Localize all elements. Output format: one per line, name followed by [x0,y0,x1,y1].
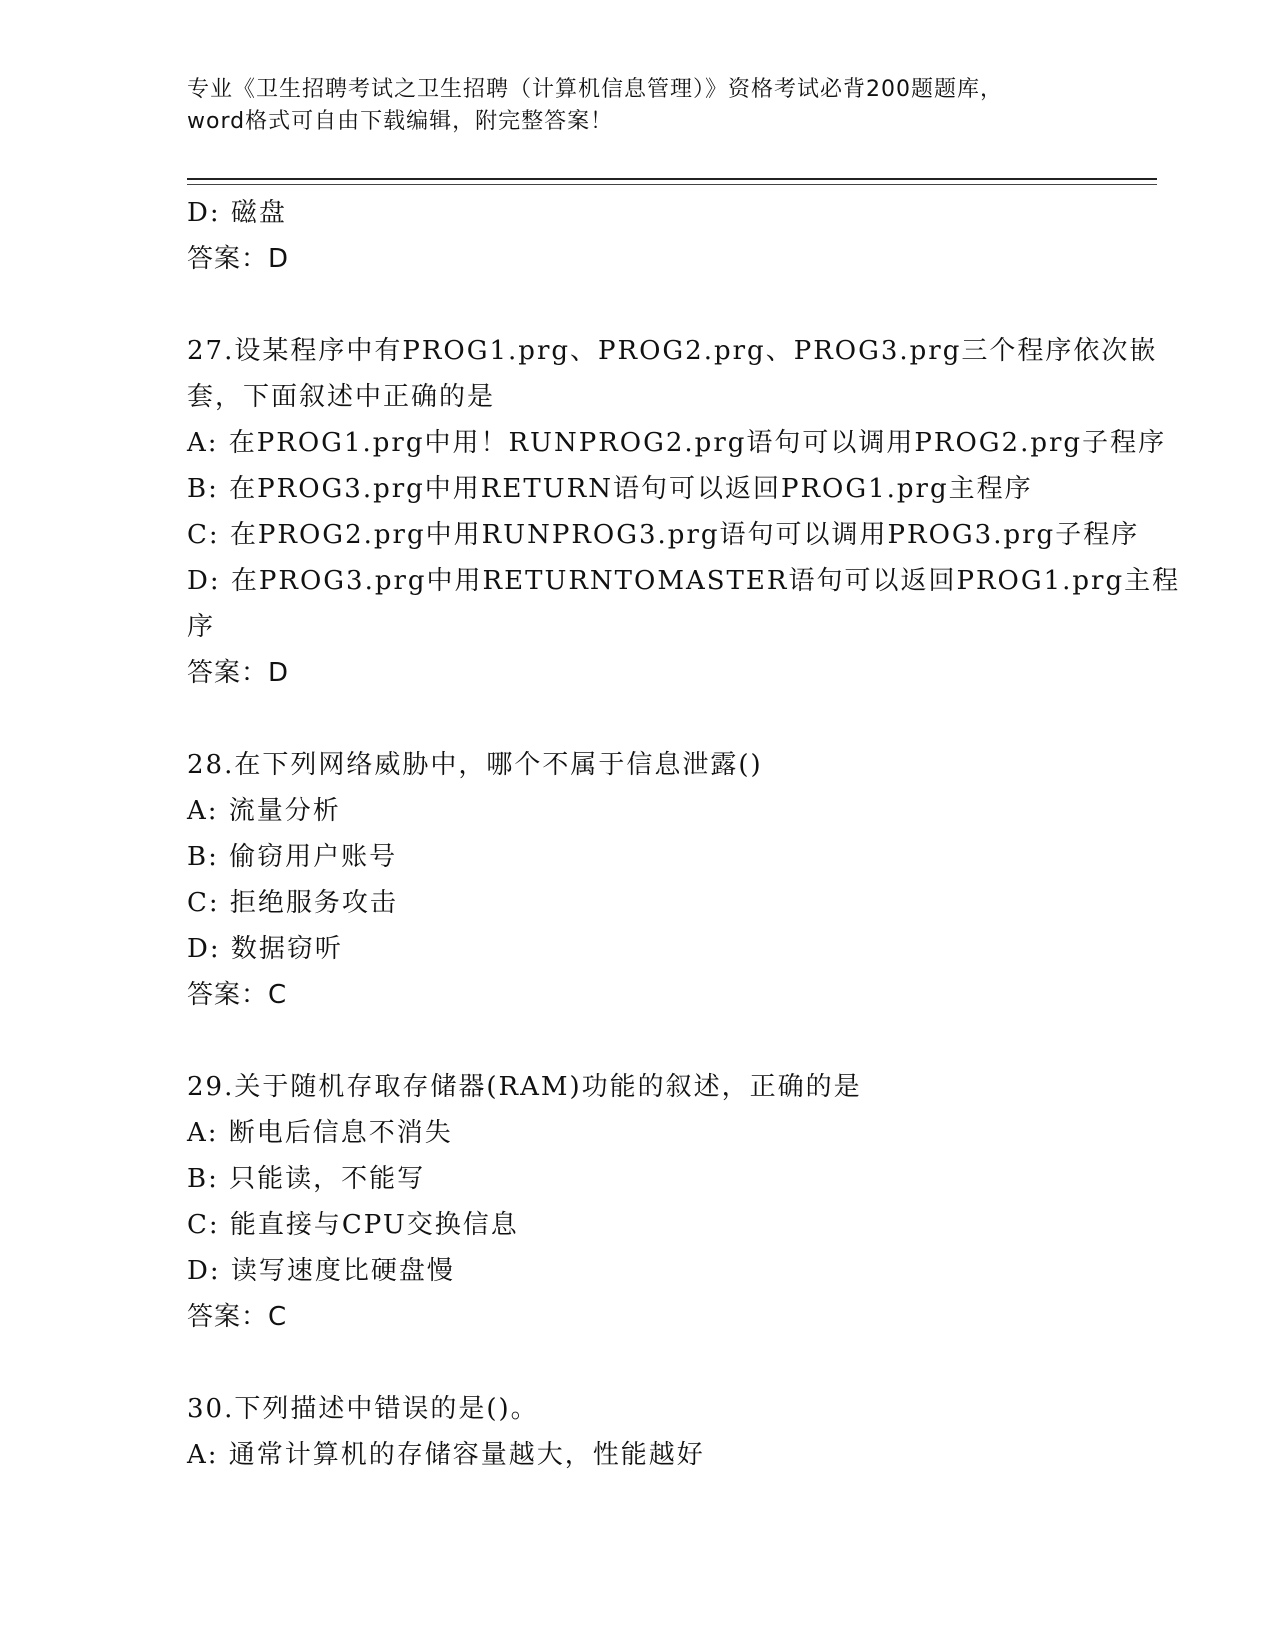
option-d: D: 数据窃听 [187,934,343,964]
option-d: D: 在PROG3.prg中用RETURNTOMASTER语句可以返回PROG1.prg主程 [187,566,1181,596]
option-c: C: 在PROG2.prg中用RUNPROG3.prg语句可以调用PROG3.prg子程序 [187,520,1140,550]
spacer [187,696,1107,742]
spacer [187,1340,1107,1386]
option-c: C: 能直接与CPU交换信息 [187,1210,519,1240]
spacer [187,1018,1107,1064]
option-a: A: 流量分析 [187,796,341,826]
question-stem: 30.下列描述中错误的是()。 [187,1394,539,1424]
option-a: A: 在PROG1.prg中用！RUNPROG2.prg语句可以调用PROG2.prg子程序 [187,428,1167,458]
header-divider-thick [187,178,1157,180]
option-d: D: 读写速度比硬盘慢 [187,1256,455,1286]
question-27 [187,328,1181,696]
question-26-tail [187,190,1107,282]
answer-line: 答案：D [187,244,290,274]
question-30 [187,1386,1107,1478]
answer-line: 答案：C [187,980,288,1010]
document-body [187,190,1181,1478]
option-c: C: 拒绝服务攻击 [187,888,398,918]
option-b: B: 偷窃用户账号 [187,842,398,872]
question-stem: 28.在下列网络威胁中，哪个不属于信息泄露() [187,750,763,780]
page-header [187,74,1107,138]
answer-line: 答案：C [187,1302,288,1332]
answer-line: 答案：D [187,658,290,688]
option-d-continued: 序 [187,612,216,642]
question-28 [187,742,1107,1018]
question-stem: 29.关于随机存取存储器(RAM)功能的叙述，正确的是 [187,1072,862,1102]
question-stem: 27.设某程序中有PROG1.prg、PROG2.prg、PROG3.prg三个程序依次嵌 [187,336,1158,366]
header-title-line-1: 专业《卫生招聘考试之卫生招聘（计算机信息管理）》资格考试必背200题题库， [187,77,1003,102]
option-a: A: 通常计算机的存储容量越大，性能越好 [187,1440,705,1470]
option-b: B: 在PROG3.prg中用RETURN语句可以返回PROG1.prg主程序 [187,474,1033,504]
option-a: A: 断电后信息不消失 [187,1118,453,1148]
header-title-line-2: word格式可自由下载编辑，附完整答案！ [187,109,614,134]
spacer [187,282,1107,328]
header-divider-thin [187,184,1157,185]
question-29 [187,1064,1107,1340]
option-d: D: 磁盘 [187,198,287,228]
option-b: B: 只能读，不能写 [187,1164,426,1194]
question-stem-continued: 套，下面叙述中正确的是 [187,382,496,412]
